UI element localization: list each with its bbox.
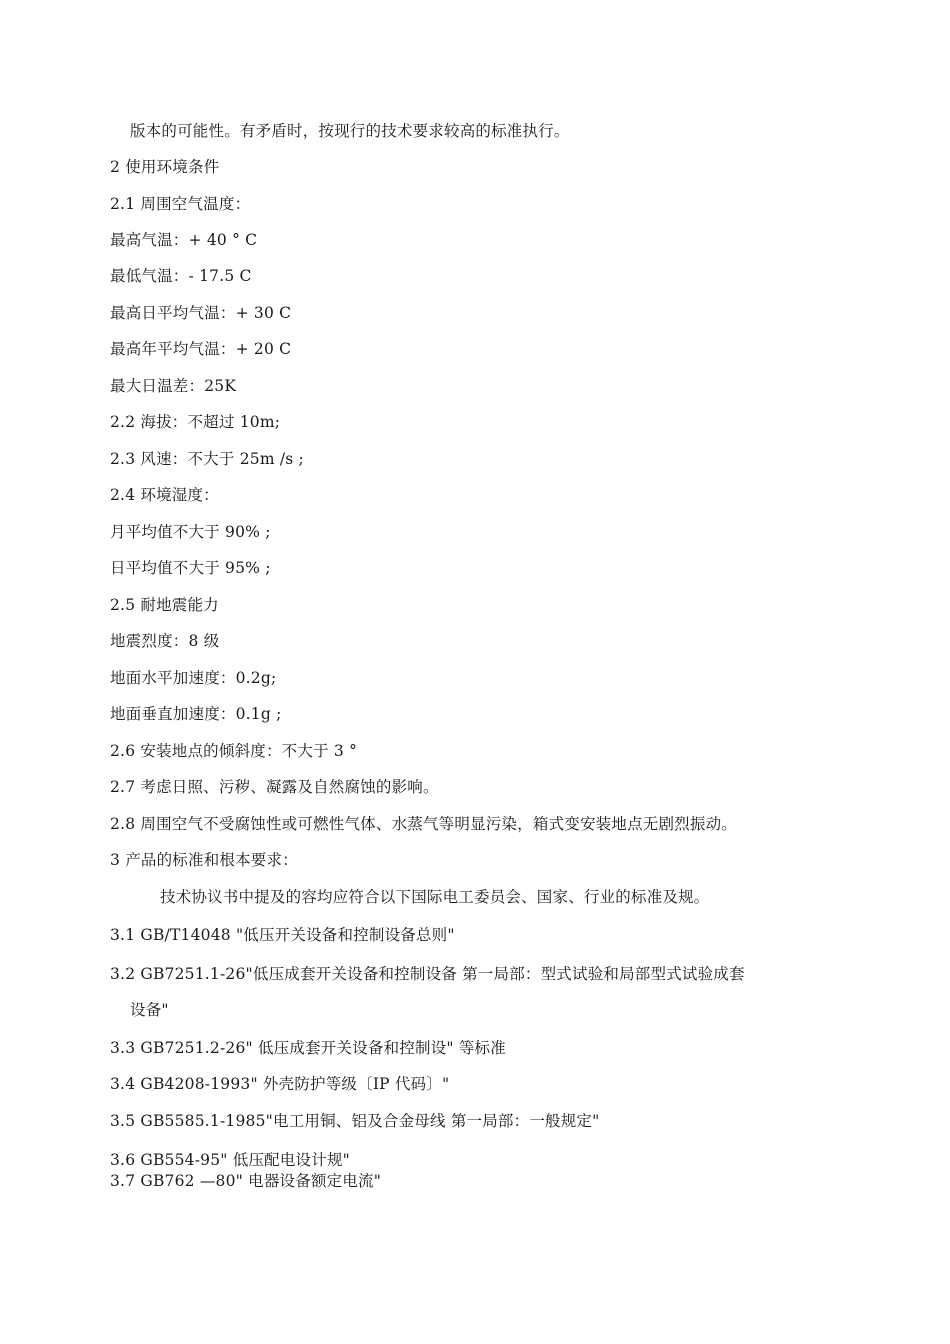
section-heading-2: 2 使用环境条件 bbox=[110, 158, 220, 176]
standard-item-3-3: 3.3 GB7251.2-26" 低压成套开关设备和控制设" 等标准 bbox=[110, 1039, 506, 1057]
text-line-max-daily-avg: 最高日平均气温：+ 30 C bbox=[110, 304, 292, 322]
text-line-max-temp: 最高气温：+ 40 ° C bbox=[110, 231, 258, 249]
subsection-heading-2-1: 2.1 周围空气温度： bbox=[110, 195, 251, 213]
standard-item-3-4: 3.4 GB4208-1993" 外壳防护等级〔IP 代码〕" bbox=[110, 1075, 450, 1093]
text-line-horizontal-accel: 地面水平加速度：0.2g; bbox=[110, 669, 277, 687]
standard-item-3-1: 3.1 GB/T14048 "低压开关设备和控制设备总则" bbox=[110, 926, 455, 944]
standard-item-3-2-continuation: 设备" bbox=[130, 1001, 169, 1019]
text-line-monthly-humidity: 月平均值不大于 90% ; bbox=[110, 523, 271, 541]
subsection-heading-2-2: 2.2 海拔：不超过 10m; bbox=[110, 413, 281, 431]
text-line-daily-humidity: 日平均值不大于 95% ; bbox=[110, 559, 271, 577]
standard-item-3-6: 3.6 GB554-95" 低压配电设计规" bbox=[110, 1151, 350, 1169]
subsection-heading-2-5: 2.5 耐地震能力 bbox=[110, 596, 219, 614]
subsection-heading-2-8: 2.8 周围空气不受腐蚀性或可燃性气体、水蒸气等明显污染，箱式变安装地点无剧烈振动。 bbox=[110, 815, 737, 833]
text-line-standards-intro: 技术协议书中提及的容均应符合以下国际电工委员会、国家、行业的标准及规。 bbox=[160, 888, 710, 906]
subsection-heading-2-6: 2.6 安装地点的倾斜度：不大于 3 ° bbox=[110, 742, 358, 760]
text-line-continuation: 版本的可能性。有矛盾时，按现行的技术要求较高的标准执行。 bbox=[130, 122, 570, 140]
text-line-max-yearly-avg: 最高年平均气温：+ 20 C bbox=[110, 340, 292, 358]
section-heading-3: 3 产品的标准和根本要求： bbox=[110, 851, 298, 869]
standard-item-3-5: 3.5 GB5585.1-1985"电工用铜、铝及合金母线 第一局部：一般规定" bbox=[110, 1112, 600, 1130]
text-line-daily-diff: 最大日温差：25K bbox=[110, 377, 237, 395]
subsection-heading-2-7: 2.7 考虑日照、污秽、凝露及自然腐蚀的影响。 bbox=[110, 778, 439, 796]
text-line-min-temp: 最低气温：- 17.5 C bbox=[110, 267, 252, 285]
text-line-vertical-accel: 地面垂直加速度：0.1g ; bbox=[110, 705, 282, 723]
subsection-heading-2-3: 2.3 风速：不大于 25m /s ; bbox=[110, 450, 304, 468]
standard-item-3-7: 3.7 GB762 —80" 电器设备额定电流" bbox=[110, 1172, 382, 1190]
text-line-seismic-intensity: 地震烈度：8 级 bbox=[110, 632, 220, 650]
standard-item-3-2: 3.2 GB7251.1-26"低压成套开关设备和控制设备 第一局部：型式试验和局部型式试验成套 bbox=[110, 965, 745, 983]
subsection-heading-2-4: 2.4 环境湿度： bbox=[110, 486, 219, 504]
